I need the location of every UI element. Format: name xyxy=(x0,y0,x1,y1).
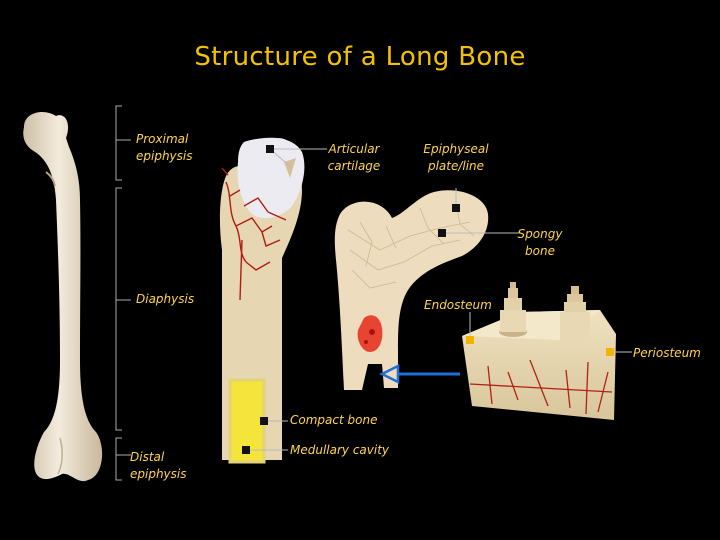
slide-title: Structure of a Long Bone xyxy=(194,42,526,72)
label-medullary-cavity: Medullary cavity xyxy=(290,443,390,457)
region-brackets xyxy=(116,106,131,480)
label-proximal-epiphysis: Proximal epiphysis xyxy=(136,132,193,163)
label-compact-bone: Compact bone xyxy=(290,413,378,427)
label-distal-epiphysis: Distal epiphysis xyxy=(130,450,187,481)
osteon-tower-right xyxy=(560,286,590,340)
label-epiphyseal-plate: Epiphyseal plate/line xyxy=(423,142,489,173)
femur xyxy=(23,112,102,481)
label-articular-cartilage: Articular cartilage xyxy=(327,142,381,173)
osteon-tower-left xyxy=(499,282,527,337)
label-diaphysis: Diaphysis xyxy=(136,292,195,306)
label-endosteum: Endosteum xyxy=(424,298,492,312)
spongy-section xyxy=(335,190,488,390)
label-periosteum: Periosteum xyxy=(633,346,701,360)
label-spongy-bone: Spongy bone xyxy=(517,227,563,258)
